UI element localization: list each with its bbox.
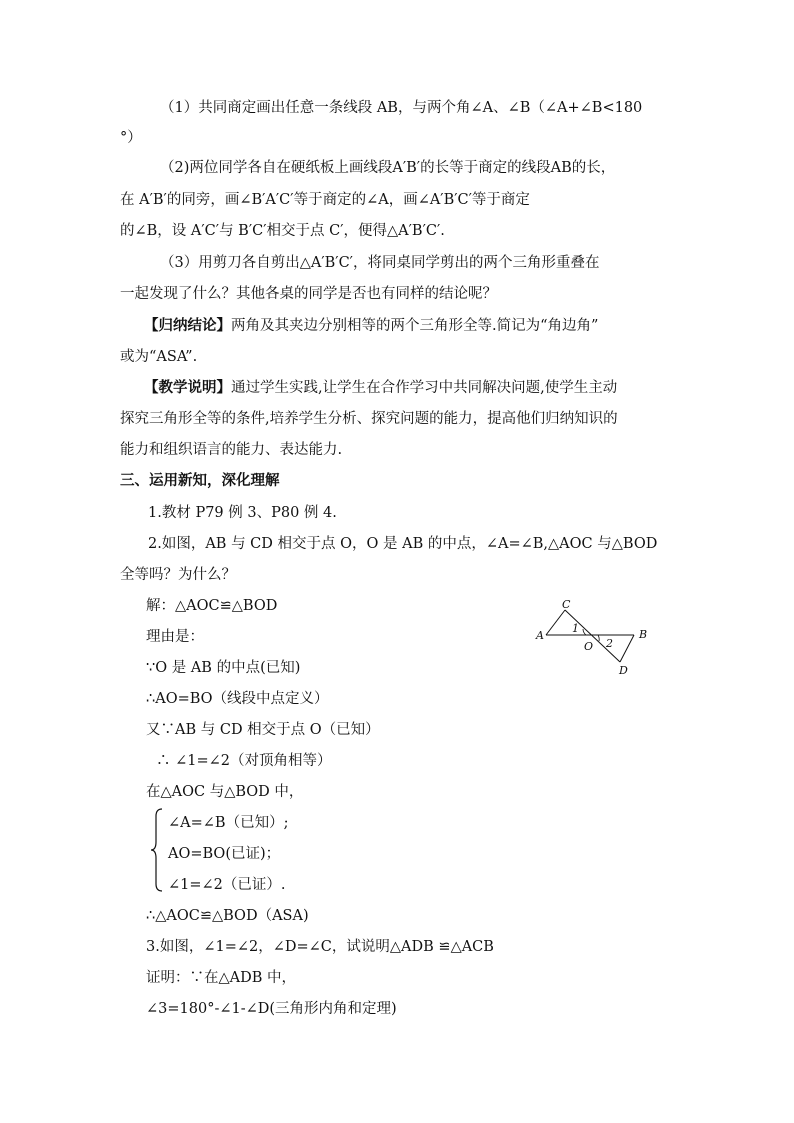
label-o: O xyxy=(584,640,594,653)
conclusion-line-1 xyxy=(144,316,598,336)
conclusion-text: 两角及其夹边分别相等的两个三角形全等.简记为“角边角” xyxy=(231,318,599,334)
proof-line-1: 证明：∵在△ADB 中， xyxy=(146,970,297,986)
conclusion-line-2: 或为“ASA”. xyxy=(120,349,198,365)
conclusion-tag: 【归纳结论】 xyxy=(144,317,231,334)
solution-line-6: ∴ ∠1=∠2（对顶角相等） xyxy=(156,753,332,769)
solution-line-5: 又∵AB 与 CD 相交于点 O（已知） xyxy=(146,722,380,738)
label-d: D xyxy=(619,664,628,677)
solution-line-2: 理由是： xyxy=(146,629,204,645)
solution-line-3: ∵O 是 AB 的中点(已知) xyxy=(146,660,301,676)
exercise-2-line-2: 全等吗？为什么？ xyxy=(120,567,236,583)
angle-2-arc xyxy=(598,635,599,641)
left-brace xyxy=(150,808,164,892)
solution-line-7: 在△AOC 与△BOD 中， xyxy=(146,784,304,800)
exercise-2-line-1: 2.如图，AB 与 CD 相交于点 O，O 是 AB 的中点，∠A=∠B,△AOC 与△BOD xyxy=(148,536,658,552)
section-3-heading: 三、运用新知，深化理解 xyxy=(120,472,280,489)
label-c: C xyxy=(562,598,571,611)
teaching-note-line-2: 探究三角形全等的条件,培养学生分析、探究问题的能力，提高他们归纳知识的 xyxy=(120,411,618,427)
teaching-note-text: 通过学生实践,让学生在合作学习中共同解决问题,使学生主动 xyxy=(231,380,618,396)
label-b: B xyxy=(639,628,648,641)
step-1-line-1: （1）共同商定画出任意一条线段 AB，与两个角∠A、∠B（∠A+∠B<180 xyxy=(160,100,643,116)
segment-ac xyxy=(546,610,565,635)
step-2-line-1: （2)两位同学各自在硬纸板上画线段A′B′的长等于商定的线段AB的长， xyxy=(160,160,616,176)
step-1-line-2: °） xyxy=(120,130,142,146)
teaching-note-line-3: 能力和组织语言的能力、表达能力. xyxy=(120,442,343,458)
conclusion-asa: ∴△AOC≌△BOD（ASA) xyxy=(146,908,309,924)
step-3-line-2: 一起发现了什么？其他各桌的同学是否也有同样的结论呢？ xyxy=(120,286,497,302)
brace-line-2: AO=BO(已证)； xyxy=(168,846,281,862)
segment-bd xyxy=(620,635,634,662)
solution-line-1: 解：△AOC≌△BOD xyxy=(146,598,278,614)
brace-line-3: ∠1=∠2（已证）. xyxy=(168,877,286,893)
teaching-note-line-1 xyxy=(144,378,617,398)
segment-cd xyxy=(565,610,620,662)
brace-line-1: ∠A=∠B（已知）; xyxy=(168,815,289,831)
teaching-note-tag: 【教学说明】 xyxy=(144,379,231,396)
exercise-3: 3.如图，∠1=∠2，∠D=∠C，试说明△ADB ≌△ACB xyxy=(146,939,494,955)
proof-line-2: ∠3=180°-∠1-∠D(三角形内角和定理) xyxy=(146,1001,397,1017)
geometry-figure xyxy=(532,596,662,680)
step-2-line-2: 在 A′B′的同旁，画∠B′A′C′等于商定的∠A，画∠A′B′C′等于商定 xyxy=(120,192,530,208)
label-angle-1: 1 xyxy=(572,622,579,635)
step-3-line-1: （3）用剪刀各自剪出△A′B′C′，将同桌同学剪出的两个三角形重叠在 xyxy=(160,255,600,271)
solution-line-4: ∴AO=BO（线段中点定义） xyxy=(146,691,329,707)
label-a: A xyxy=(536,629,544,642)
label-angle-2: 2 xyxy=(606,637,613,650)
step-2-line-3: 的∠B，设 A′C′与 B′C′相交于点 C′，便得△A′B′C′. xyxy=(120,223,445,239)
exercise-1: 1.教材 P79 例 3、P80 例 4. xyxy=(148,505,337,521)
